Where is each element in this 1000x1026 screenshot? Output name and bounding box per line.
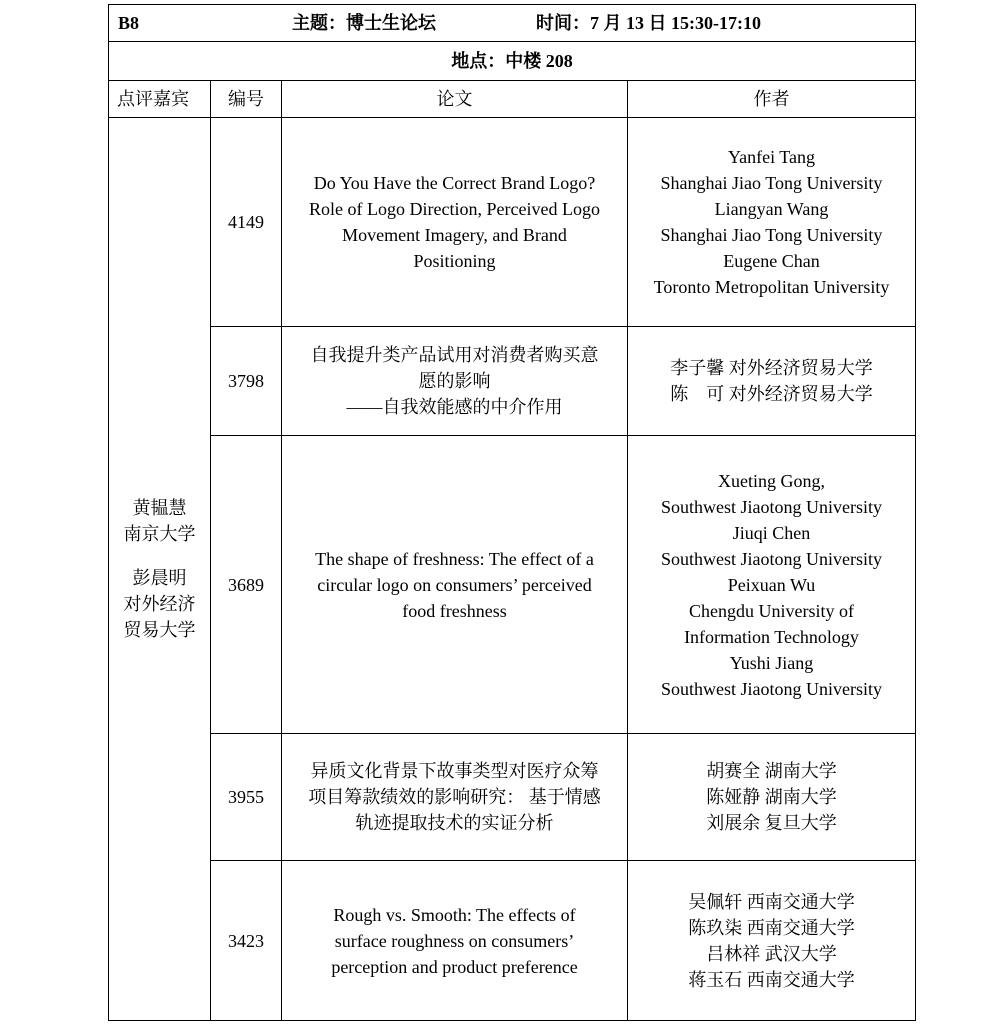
paper-title: 自我提升类产品试用对消费者购买意 愿的影响 ——自我效能感的中介作用	[282, 327, 628, 436]
paper-id: 3955	[211, 734, 282, 861]
column-header-title: 论文	[282, 81, 628, 118]
paper-title: 异质文化背景下故事类型对医疗众筹 项目筹款绩效的影响研究： 基于情感 轨迹提取技术的实证分析	[282, 734, 628, 861]
paper-authors: 吴佩轩 西南交通大学 陈玖柒 西南交通大学 吕林祥 武汉大学 蒋玉石 西南交通大学	[628, 861, 916, 1021]
session-time: 时间：7 月 13 日 15:30-17:10	[536, 13, 761, 33]
table-row	[109, 861, 916, 1021]
reviewers-cell	[109, 118, 211, 1021]
session-theme: 主题：博士生论坛	[292, 13, 436, 33]
table-row	[109, 118, 916, 327]
reviewer-name: 黄韫慧	[132, 498, 187, 518]
paper-authors: Yanfei Tang Shanghai Jiao Tong University Liangyan Wang Shanghai Jiao Tong University Eugene Chan Toronto Metropolitan University	[628, 118, 916, 327]
session-code: B8	[118, 13, 140, 33]
paper-title: Do You Have the Correct Brand Logo? Role of Logo Direction, Perceived Logo Movement Imagery, and Brand Positioning	[282, 118, 628, 327]
reviewer-affiliation: 南京大学	[123, 524, 196, 544]
session-table	[108, 4, 916, 1021]
column-header-id: 编号	[211, 81, 282, 118]
paper-title: Rough vs. Smooth: The effects of surface roughness on consumers’ perception and product preference	[282, 861, 628, 1021]
column-header-authors: 作者	[628, 81, 916, 118]
reviewer-affiliation: 对外经济	[123, 594, 196, 614]
session-header	[109, 5, 916, 42]
table-row	[109, 327, 916, 436]
paper-id: 3689	[211, 436, 282, 734]
reviewer-affiliation: 贸易大学	[123, 620, 196, 640]
paper-authors: 李子馨 对外经济贸易大学 陈 可 对外经济贸易大学	[628, 327, 916, 436]
paper-id: 3798	[211, 327, 282, 436]
column-header-row	[109, 81, 916, 118]
table-row	[109, 436, 916, 734]
paper-id: 4149	[211, 118, 282, 327]
paper-title: The shape of freshness: The effect of a circular logo on consumers’ perceived food freshness	[282, 436, 628, 734]
column-header-reviewers: 点评嘉宾	[109, 81, 211, 118]
paper-id: 3423	[211, 861, 282, 1021]
paper-authors: Xueting Gong, Southwest Jiaotong University Jiuqi Chen Southwest Jiaotong University Peixuan Wu Chengdu University of Information Technology Yushi Jiang Southwest Jiaotong University	[628, 436, 916, 734]
location-row	[109, 42, 916, 81]
session-location: 地点：中楼 208	[109, 42, 916, 81]
table-row	[109, 734, 916, 861]
session-header-row	[109, 5, 916, 42]
paper-authors: 胡赛全 湖南大学 陈娅静 湖南大学 刘展余 复旦大学	[628, 734, 916, 861]
reviewer-name: 彭晨明	[132, 568, 187, 588]
